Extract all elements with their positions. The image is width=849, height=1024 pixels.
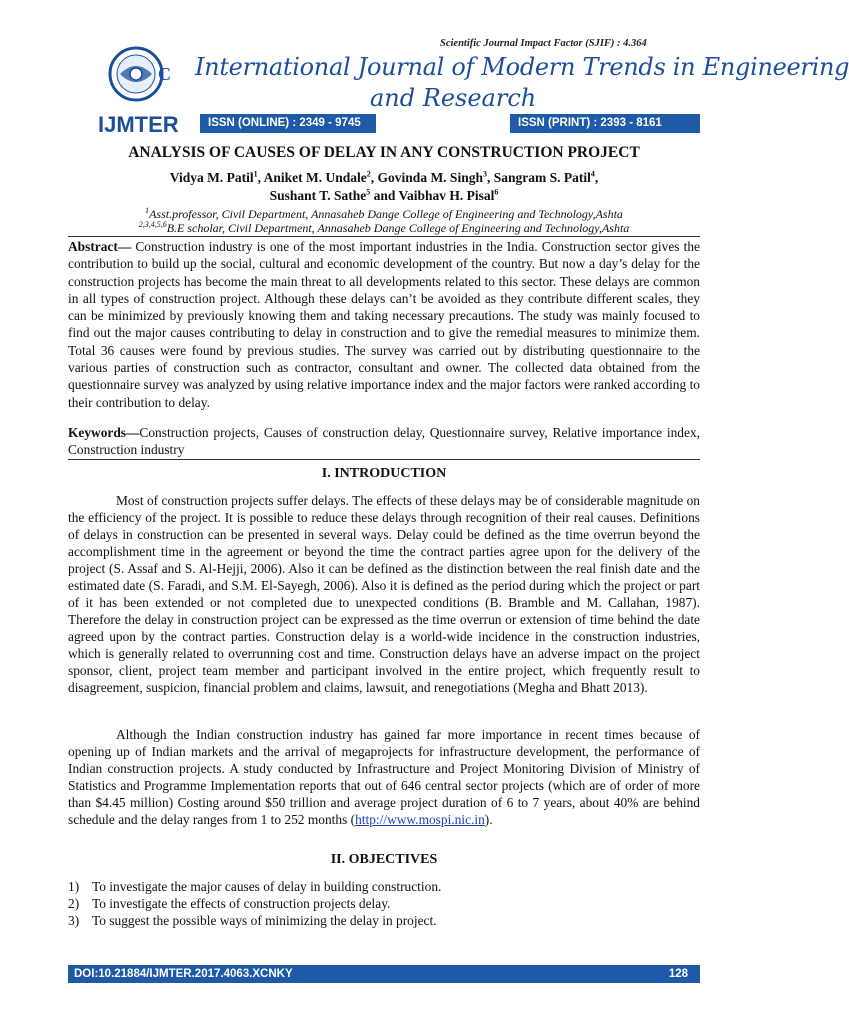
footer-bar — [68, 965, 700, 983]
affiliation-1: $^1$Asst.professor, Civil Department, Annasaheb Dange College of Engineering and Technology,Ashta — [145, 206, 623, 221]
section-heading-introduction: I. INTRODUCTION — [321, 466, 447, 481]
abstract-text: Construction industry is one of the most important industries in the India. Construction sector gives the contribution to build up the social, cultural and economic development of the country. But now a day’s delay for the construction projects has become the main threat to all developments related to this sector. These delays are common in all types of construction project. Although these delays can’t be avoided as they contribute different scales, they can be minimized by previously knowing them and taking necessary precautions. The study was mainly focused to find out the major causes contributing to delay in construction and to give the remedial measures to minimize them. Total 36 causes were found by previous studies. The survey was carried out by distributing questionnaire to the various parties of construction such as contractor, consultant and owner. The collected data obtained from the questionnaire survey was analyzed by using relative importance index and the major factors were ranked according to their contribution to delay. — [68, 239, 700, 410]
author-name: Aniket M. Undale — [263, 170, 367, 185]
sjif-impact-factor: Scientific Journal Impact Factor (SJIF) : 4.364 — [440, 38, 647, 49]
journal-title-line2: and Research — [370, 84, 537, 112]
list-item: 1) To investigate the major causes of delay in building construction. — [68, 879, 442, 894]
author-name: Govinda M. Singh — [377, 170, 483, 185]
intro-paragraph-1: Most of construction projects suffer delays. The effects of these delays may be of considerable magnitude on the efficiency of the project. It is possible to reduce these delays through recognition of their real causes. Definitions of delays in construction can be presented in several ways. Delay could be defined as the time overrun beyond the accomplishment time in the agreement or beyond the time the contract parties agree upon for the delivery of the project (S. Assaf and S. Al-Hejji, 2006). Also it can be defined as the distinction between the real finish date and the estimated date (S. Faradi, and S.M. El-Sayegh, 2006). Also it is defined as the period during which the project or part of it has been extended or not completed due to unexpected conditions (B. Bramble and M. Callahan, 1987). Therefore the delay in construction project can be expressed as the time overrun or extension of time behind the date agreed upon by the contract parties. Construction delay is a world-wide incidence in the construction industries, which is generally related to overrunning cost and time. Construction delays have an adverse impact on the project sponsor, client, project team member and participant involved in the entire project, which frequently result to disagreement, suspicion, financial problem and claims, lawsuit, and renegotiations (Megha and Bhatt 2013). — [68, 493, 700, 695]
divider — [68, 459, 700, 460]
keywords-label: Keywords— — [68, 425, 140, 440]
page-number: 128 — [668, 968, 688, 980]
list-item: 2) To investigate the effects of construction projects delay. — [68, 896, 391, 912]
author-name: Sushant T. Sathe — [269, 188, 367, 203]
intro-paragraph-2: Although the Indian construction industry has gained far more importance in recent times because of opening up of Indian markets and the arrival of megaprojects for infrastructure development, the performance of Indian construction projects. A study conducted by Infrastructure and Project Monitoring Division of Ministry of Statistics and Programme Implementation reports that out of 646 central sector projects (which are of order of more than $4.45 million) Costing around $50 trillion and average project duration of 6 to 7 years, about 40% are behind schedule and the delay ranges from 1 to 252 months (http://www.mospi.nic.in). — [68, 727, 700, 827]
objectives-list — [68, 878, 700, 930]
keywords — [68, 424, 700, 459]
ijmter-logo — [98, 44, 182, 136]
keywords-text: Construction projects, Causes of construction delay, Questionnaire survey, Relative importance index, Construction industry — [68, 425, 700, 458]
journal-title-line1: International Journal of Modern Trends in Engineering — [195, 53, 849, 81]
list-item: 3) To suggest the possible ways of minimizing the delay in project. — [68, 913, 437, 929]
author-name: Vaibhav H. Pisal — [398, 188, 495, 203]
svg-text:C: C — [158, 64, 171, 84]
affiliation-2: $^{2,3,4,5,6}$B.E scholar, Civil Department, Annasaheb Dange College of Engineering and Technology,Ashta — [138, 220, 630, 235]
doi-text: DOI:10.21884/IJMTER.2017.4063.XCNKY — [74, 968, 293, 980]
abstract-label: Abstract— — [68, 239, 132, 254]
authors-line2: Sushant T. Sathe$^5$ and Vaibhav H. Pisal$^6$ — [269, 187, 499, 203]
mospi-link[interactable]: http://www.mospi.nic.in — [355, 812, 485, 827]
abstract — [68, 238, 700, 411]
author-name: Vidya M. Patil — [169, 170, 254, 185]
paper-title: ANALYSIS OF CAUSES OF DELAY IN ANY CONSTRUCTION PROJECT — [128, 144, 640, 161]
issn-print-badge: ISSN (PRINT) : 2393 - 8161 — [510, 114, 700, 133]
divider — [68, 236, 700, 237]
svg-text:IJMTER: IJMTER — [98, 112, 179, 137]
authors-line1: Vidya M. Patil$^1$, Aniket M. Undale$^2$, Govinda M. Singh$^3$, Sangram S. Patil$^4$, — [169, 169, 599, 185]
author-name: Sangram S. Patil — [493, 170, 591, 185]
issn-online-badge: ISSN (ONLINE) : 2349 - 9745 — [200, 114, 376, 133]
section-heading-objectives: II. OBJECTIVES — [330, 852, 438, 867]
